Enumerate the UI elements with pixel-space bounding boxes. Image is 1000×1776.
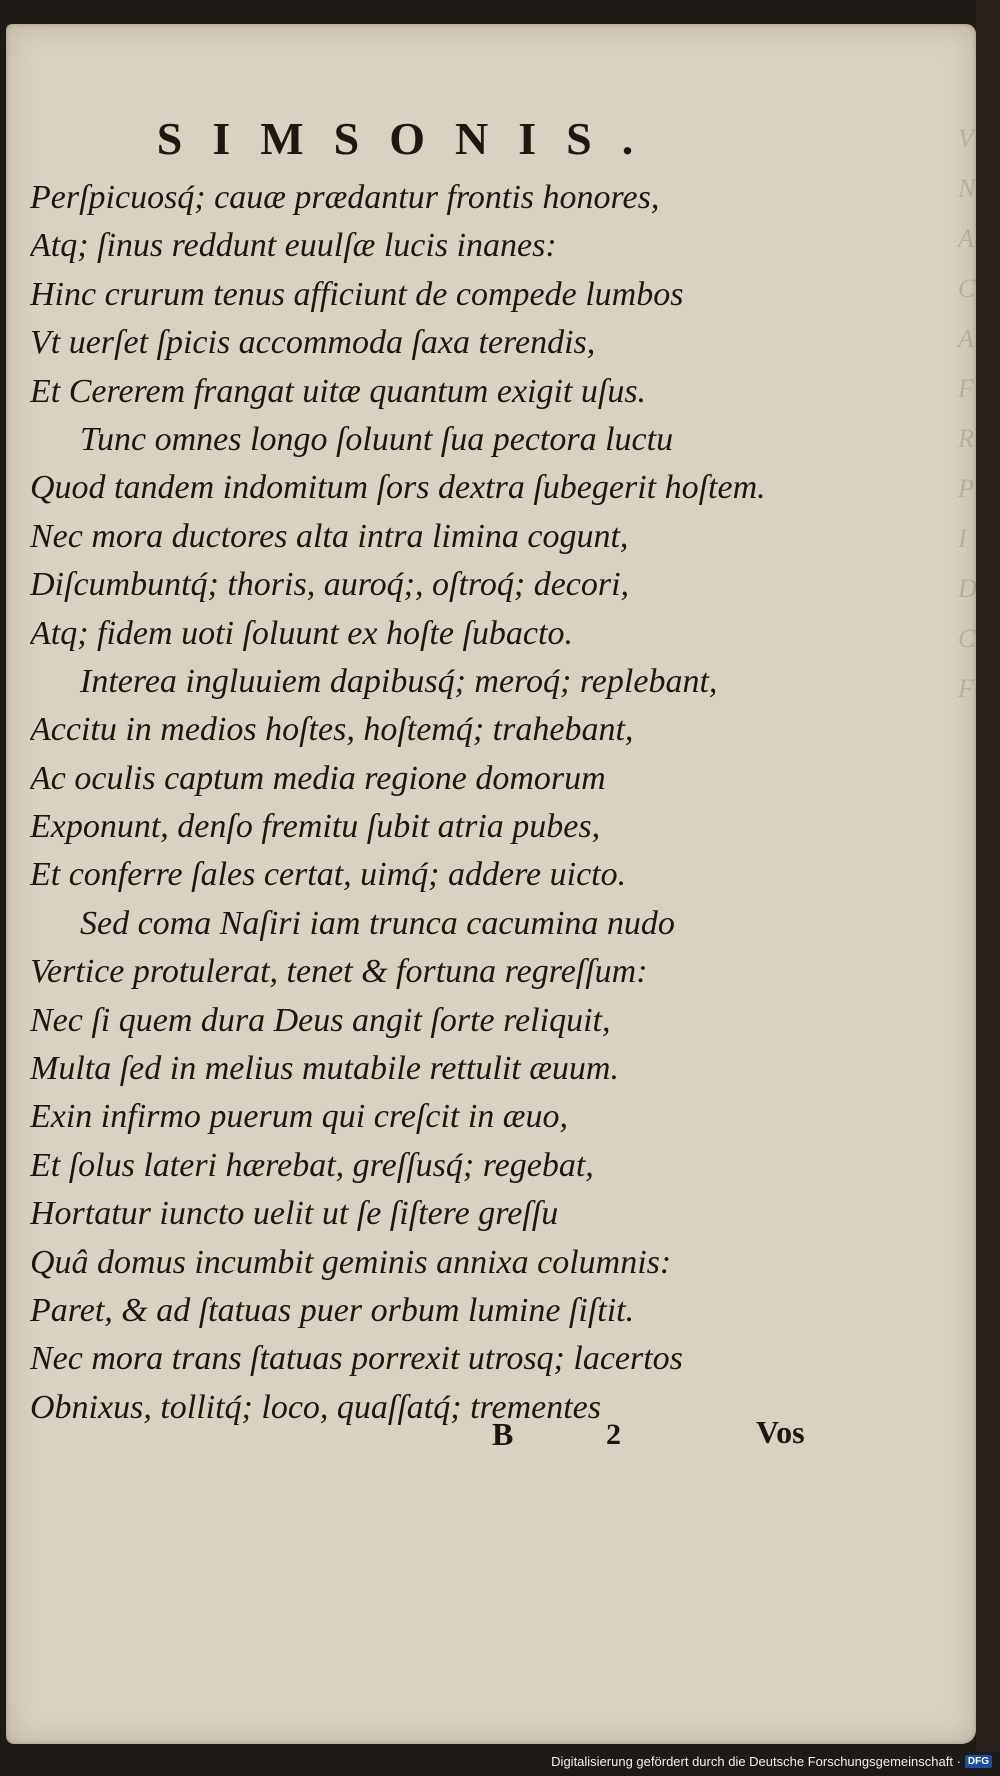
verse-line: Et conferre ſales certat, uimq́; addere uicto.: [30, 856, 627, 894]
verse-line: Vt uerſet ſpicis accommoda ſaxa terendis,: [30, 324, 596, 362]
verse-line: Et Cererem frangat uitæ quantum exigit uſus.: [30, 372, 647, 410]
funding-notice: Digitalisierung gefördert durch die Deutsche Forschungsgemeinschaft ·: [551, 1753, 961, 1769]
verse-line: Quâ domus incumbit geminis annixa columnis:: [30, 1243, 672, 1281]
verse-line: Et ſolus lateri hærebat, greſſusq́; regebat,: [30, 1146, 594, 1184]
catchword: Vos: [756, 1414, 805, 1450]
verse-line: Paret, & ad ſtatuas puer orbum lumine ſiſtit.: [30, 1291, 635, 1329]
signature-number: 2: [606, 1418, 621, 1451]
verse-line: Hinc crurum tenus afficiunt de compede lumbos: [30, 275, 684, 313]
signature-mark: B: [492, 1416, 514, 1452]
verse-line: Sed coma Naſiri iam trunca cacumina nudo: [80, 904, 675, 942]
verse-line: Nec mora ductores alta intra limina cogunt,: [30, 517, 629, 555]
running-header: SIMSONIS.: [156, 113, 664, 164]
book-binding: [976, 0, 1000, 1752]
verse-line: Quod tandem indomitum ſors dextra ſubegerit hoſtem.: [30, 469, 766, 507]
verse-line: Interea ingluuiem dapibusq́; meroq́; replebant,: [80, 662, 718, 700]
show-through-text: V N A C A F R P I D C F: [958, 124, 977, 703]
verse-line: Nec ſi quem dura Deus angit ſorte reliquit,: [30, 1001, 611, 1039]
verse-line: Atq; ſinus reddunt euulſæ lucis inanes:: [30, 227, 557, 265]
verse-line: Exin infirmo puerum qui creſcit in æuo,: [30, 1098, 568, 1136]
verse-line: Diſcumbuntq́; thoris, auroq́;, oſtroq́; decori,: [30, 566, 630, 604]
verse-line: Tunc omnes longo ſoluunt ſua pectora luctu: [80, 420, 674, 458]
verse-line: Multa ſed in melius mutabile rettulit æuum.: [30, 1050, 619, 1088]
digitization-footer: [551, 1750, 992, 1772]
verse-line: Atq; fidem uoti ſoluunt ex hoſte ſubacto.: [30, 614, 573, 652]
verse-line: Accitu in medios hoſtes, hoſtemq́; trahebant,: [30, 711, 634, 749]
verse-line: Ac oculis captum media regione domorum: [30, 759, 606, 797]
dfg-logo: DFG: [965, 1755, 992, 1768]
verse-line: Exponunt, denſo fremitu ſubit atria pubes,: [30, 808, 601, 846]
verse-line: Perſpicuosq́; cauæ prædantur frontis honores,: [30, 179, 660, 216]
verse-line: Obnixus, tollitq́; loco, quaſſatq́; trementes: [30, 1388, 601, 1426]
verse-line: Vertice protulerat, tenet & fortuna regreſſum:: [30, 953, 648, 991]
verse-line: Hortatur iuncto uelit ut ſe ſiſtere greſſu: [30, 1195, 559, 1233]
verse-text: [30, 174, 910, 1432]
verse-line: Nec mora trans ſtatuas porrexit utrosq; lacertos: [30, 1340, 683, 1378]
